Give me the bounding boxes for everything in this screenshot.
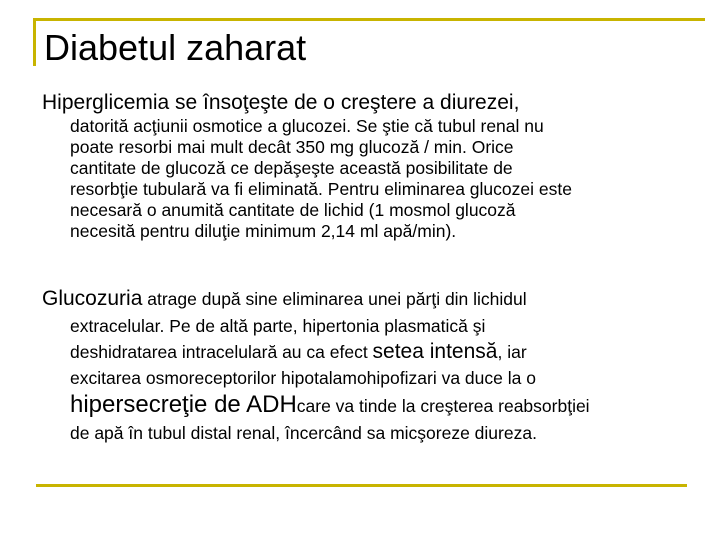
- text-line: necesită pentru diluţie minimum 2,14 ml apă/min).: [70, 221, 457, 241]
- term-glucozuria: Glucozuria: [42, 287, 143, 310]
- term-setea-intensa: setea intensă: [372, 340, 498, 363]
- text-line: de apă în tubul distal renal, încercând sa micşoreze diureza.: [70, 423, 537, 443]
- text-line: resorbţie tubulară va fi eliminată. Pentru eliminarea glucozei este: [70, 179, 572, 199]
- text-line: [70, 339, 682, 365]
- paragraph-glucozuria: [42, 285, 682, 446]
- text-fragment: atrage după sine eliminarea unei părţi din lichidul: [142, 289, 527, 309]
- text-line: [70, 391, 682, 420]
- text-fragment: deshidratarea intracelulară au ca efect: [70, 342, 373, 362]
- paragraph-lead: Hiperglicemia se însoţeşte de o creştere a diurezei,: [42, 91, 520, 114]
- paragraph-hiperglicemia: [42, 90, 682, 242]
- text-line: extracelular. Pe de altă parte, hipertonia plasmatică şi: [70, 316, 486, 336]
- accent-top-line: [33, 18, 705, 21]
- text-line: poate resorbi mai mult decât 350 mg glucoză / min. Orice: [70, 137, 514, 157]
- paragraph-body: [42, 313, 682, 446]
- text-line: [42, 285, 682, 313]
- text-fragment: care va tinde la creşterea reabsorbţiei: [296, 396, 590, 416]
- slide-title: Diabetul zaharat: [44, 27, 307, 68]
- text-fragment: , iar: [497, 342, 527, 362]
- accent-bottom-line: [36, 484, 687, 487]
- text-line: cantitate de glucoză ce depăşeşte această posibilitate de: [70, 158, 513, 178]
- text-line: datorită acţiunii osmotice a glucozei. Se ştie că tubul renal nu: [70, 116, 544, 136]
- text-line: excitarea osmoreceptorilor hipotalamohipofizari va duce la o: [70, 368, 536, 388]
- paragraph-body: [42, 116, 682, 242]
- term-hipersecretie-adh: hipersecreţie de ADH: [70, 391, 297, 418]
- text-line: necesară o anumită cantitate de lichid (1 mosmol glucoză: [70, 200, 516, 220]
- accent-vertical-line: [33, 18, 36, 66]
